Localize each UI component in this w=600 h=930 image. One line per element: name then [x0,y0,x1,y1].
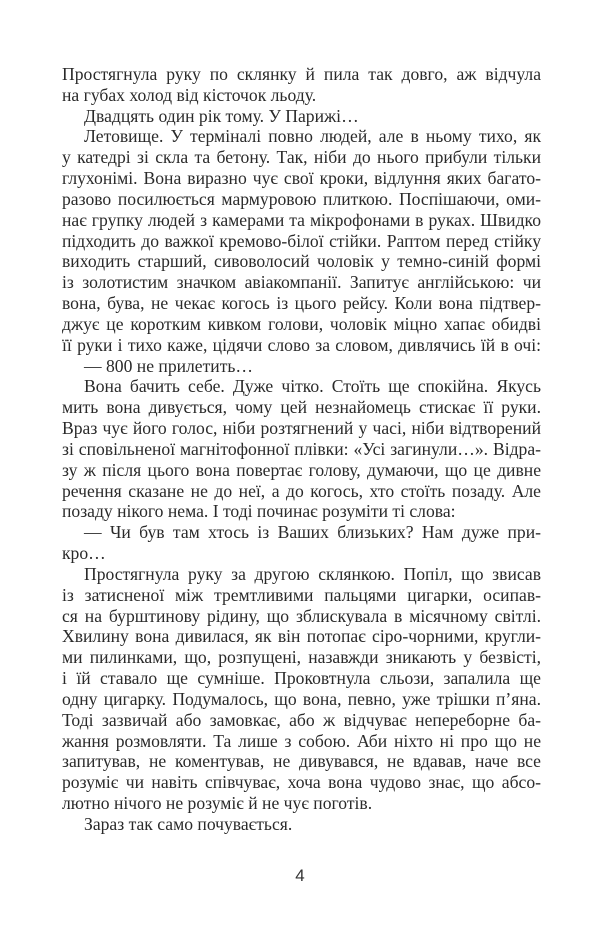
text-line: Простягнула руку по склянку й пила так довго, аж відчула [62,64,541,84]
text-line: ми пилинками, що, розпущені, назавжди зникають у безвісті, [62,647,541,668]
text-line: разово посилюється мармуровою плиткою. Поспішаючи, оми- [62,188,541,209]
text-line: Враз чує його голос, ніби розтягнений у часі, ніби відтворений [62,418,541,439]
text-line: джує це коротким кивком голови, чоловік міцно хапає обидві [62,313,541,334]
text-line: виходить старший, сивоволосий чоловік у темно-синій формі [62,251,541,272]
text-line: на губах холод від кісточок льоду. [62,84,317,105]
text-line: нає групку людей з камерами та мікрофонами в руках. Швидко [62,209,541,230]
text-line: Тоді зазвичай або замовкає, або ж відчуває непереборне ба- [62,709,541,730]
text-line: глухонімі. Вона виразно чує свої кроки, відлуння яких багато- [62,168,541,189]
text-line: зі сповільненої магнітофонної плівки: «Усі загинули…». Відра- [62,438,541,459]
text-line: позаду нікого нема. І тоді починає розуміти ті слова: [62,501,456,522]
text-line: із золотистим значком авіакомпанії. Запитує англійською: чи [62,272,541,293]
text-line: Вона бачить себе. Дуже чітко. Стоїть ще спокійна. Якусь [84,376,541,397]
text-line: зу ж після цього вона повертає голову, думаючи, що це дивне [62,459,541,480]
text-line: розуміє чи навіть співчуває, хоча вона чудово знає, що абсо- [62,772,541,793]
text-line: Хвилину вона дивилася, як він потопає сіро-чорними, кругли- [62,626,541,647]
text-line: її руки і тихо каже, цідячи слово за словом, дивлячись їй в очі: [62,334,541,355]
text-line: — Чи був там хтось із Ваших близьких? Нам дуже при- [84,522,541,543]
text-line: мить вона дивується, чому цей незнайомець стискає її руки. [62,397,541,418]
text-line: жання розмовляти. Та лише з собою. Аби ніхто ні про що не [62,730,541,751]
text-line: одну цигарку. Подумалось, що вона, певно, уже трішки п’яна. [62,688,541,709]
text-line: Двадцять один рік тому. У Парижі… [84,105,359,126]
text-line: і їй ставало ще сумніше. Проковтнула сльози, запалила ще [62,668,541,689]
text-line: кро… [62,543,106,564]
text-line: ся на бурштинову рідину, що зблискувала в місячному світлі. [62,605,541,626]
page-body-text [62,64,541,835]
text-line: із затисненої між тремтливими пальцями цигарки, осипав- [62,584,541,605]
page-number: 4 [295,866,305,885]
text-line: Зараз так само почувається. [84,813,293,834]
text-line: — 800 не прилетить… [84,355,254,376]
text-line: запитував, не коментував, не дивувався, не вдавав, наче все [62,751,541,772]
text-line: речення сказане не до неї, а до когось, хто стоїть позаду. Але [62,480,541,501]
text-line: Летовище. У терміналі повно людей, але в ньому тихо, як [84,126,541,147]
text-line: у катедрі зі скла та бетону. Так, ніби до нього прибули тільки [62,147,541,168]
text-line: Простягнула руку за другою склянкою. Попіл, що звисав [84,563,541,584]
text-line: підходить до важкої кремово-білої стійки. Раптом перед стійку [62,230,541,251]
text-line: лютно нічого не розуміє й не чує поготів. [62,792,373,813]
text-line: вона, бува, не чекає когось із цього рейсу. Коли вона підтвер- [62,293,541,314]
